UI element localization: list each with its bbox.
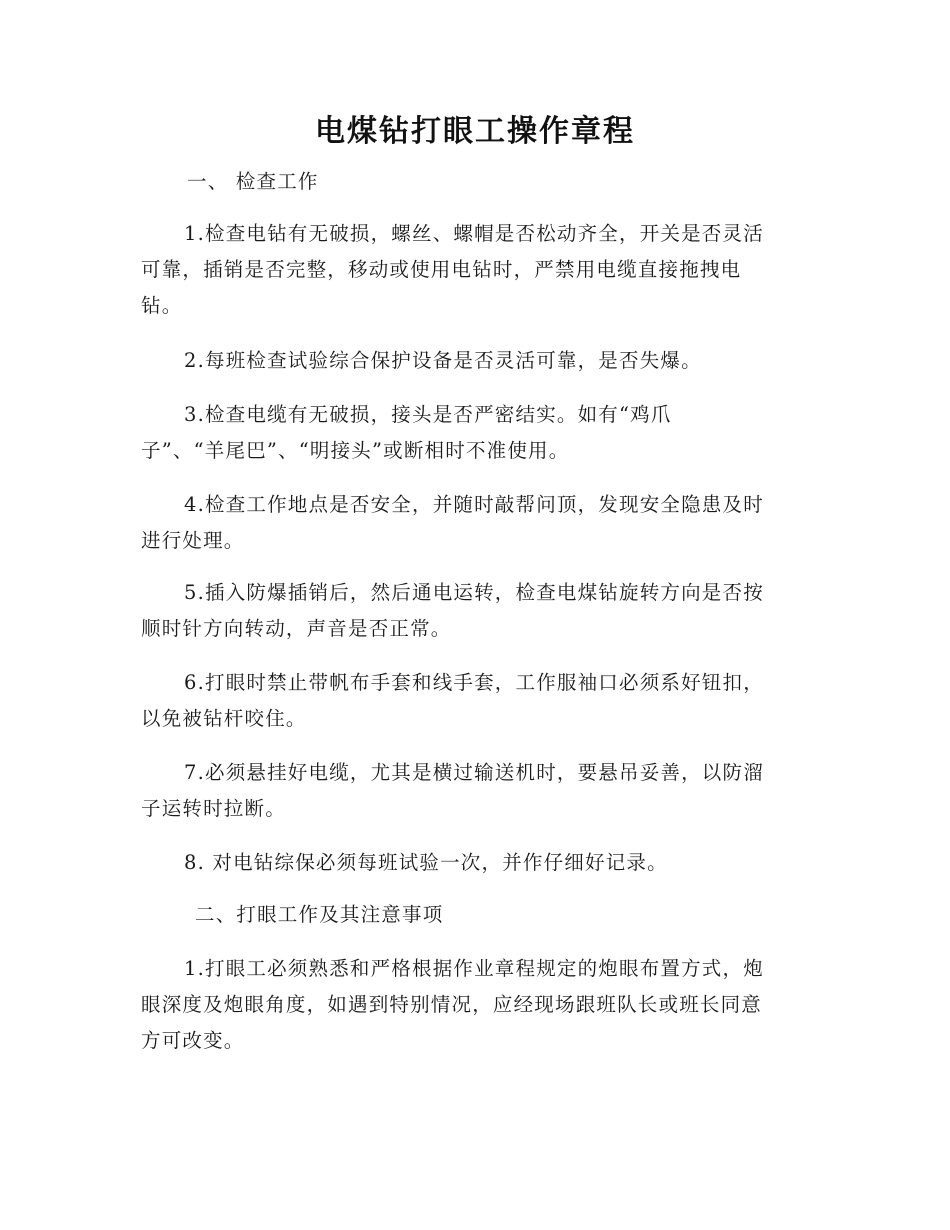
paragraph-1-6 xyxy=(141,665,801,737)
paragraph-1-5 xyxy=(141,575,801,647)
paragraph-1-1 xyxy=(141,216,801,324)
paragraph-1-8 xyxy=(141,845,801,881)
paragraph-1-7 xyxy=(141,755,801,827)
text-line: 子”、“羊尾巴”、“明接头”或断相时不准使用。 xyxy=(141,439,570,462)
text-line: 顺时针方向转动，声音是否正常。 xyxy=(141,617,452,640)
text-line: 1.检查电钻有无破损，螺丝、螺帽是否松动齐全，开关是否灵活 xyxy=(184,222,764,245)
text-line: 以免被钻杆咬住。 xyxy=(141,707,307,730)
document-title: 电煤钻打眼工操作章程 xyxy=(315,114,635,149)
text-line: 2.每班检查试验综合保护设备是否灵活可靠，是否失爆。 xyxy=(184,349,702,372)
text-line: 1.打眼工必须熟悉和严格根据作业章程规定的炮眼布置方式，炮 xyxy=(184,957,764,980)
text-line: 5.插入防爆插销后，然后通电运转，检查电煤钻旋转方向是否按 xyxy=(184,581,764,604)
text-line: 4.检查工作地点是否安全，并随时敲帮问顶，发现安全隐患及时 xyxy=(184,493,764,516)
section-heading-1: 一、 检查工作 xyxy=(187,170,319,193)
text-line: 可靠，插销是否完整，移动或使用电钻时，严禁用电缆直接拖拽电 xyxy=(141,258,742,281)
text-line: 3.检查电缆有无破损，接头是否严密结实。如有“鸡爪 xyxy=(184,403,672,426)
text-line: 子运转时拉断。 xyxy=(141,797,286,820)
paragraph-1-3 xyxy=(141,397,801,469)
text-line: 8. 对电钻综保必须每班试验一次，并作仔细好记录。 xyxy=(184,851,668,874)
paragraph-2-1 xyxy=(141,951,801,1059)
text-line: 眼深度及炮眼角度，如遇到特别情况，应经现场跟班队长或班长同意 xyxy=(141,993,763,1016)
text-line: 钻。 xyxy=(141,294,183,317)
paragraph-1-4 xyxy=(141,487,801,559)
text-line: 6.打眼时禁止带帆布手套和线手套，工作服袖口必须系好钮扣， xyxy=(184,671,764,694)
section-heading-2: 二、打眼工作及其注意事项 xyxy=(195,903,444,926)
text-line: 7.必须悬挂好电缆，尤其是横过输送机时，要悬吊妥善，以防溜 xyxy=(184,761,764,784)
paragraph-1-2 xyxy=(141,343,801,379)
text-line: 进行处理。 xyxy=(141,529,245,552)
text-line: 方可改变。 xyxy=(141,1029,245,1052)
